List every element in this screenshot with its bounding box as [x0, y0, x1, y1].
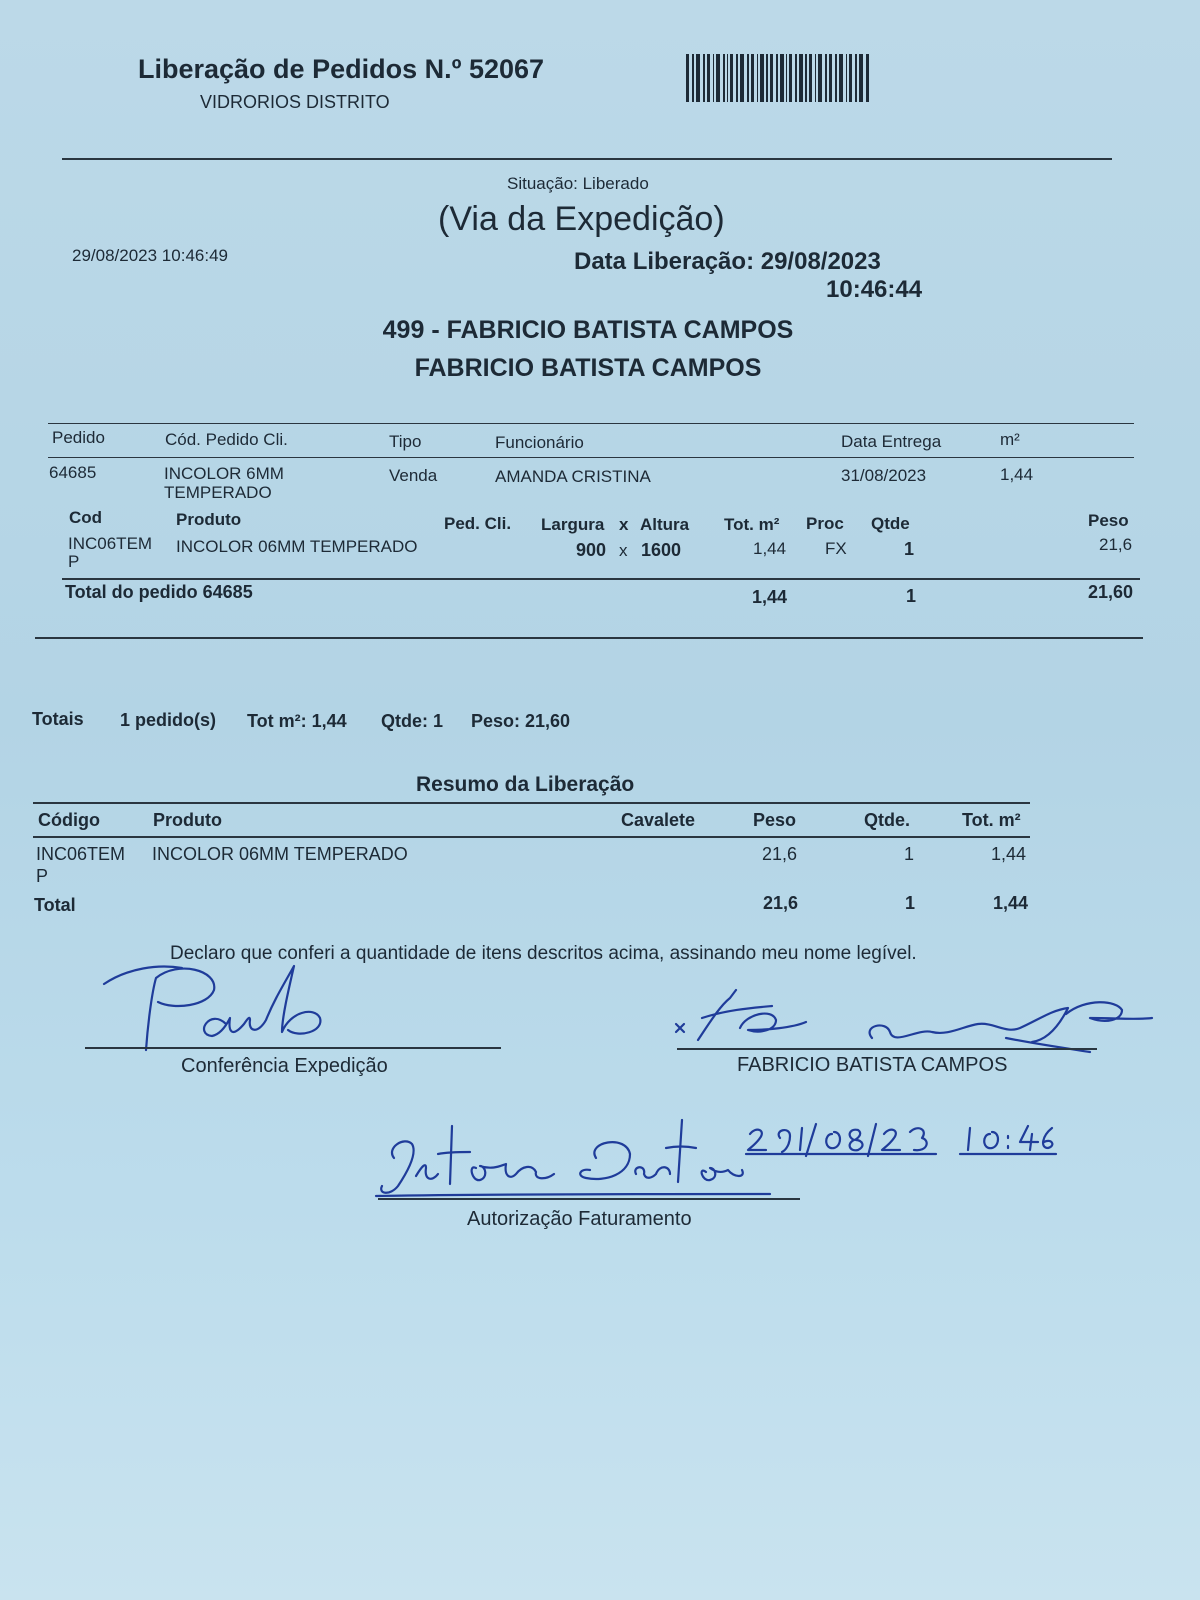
- summary-peso-header: Peso: [753, 810, 797, 830]
- item-qtde: 1: [904, 539, 915, 559]
- summary-qtde-header: Qtde.: [864, 810, 911, 830]
- order-total-m2: 1,44: [752, 587, 788, 607]
- item-altura-header: Altura: [640, 515, 690, 534]
- summary-tot-m2: 1,44: [991, 844, 1027, 864]
- cliente-signature-line: [677, 1048, 1097, 1050]
- item-ped-cli-header: Ped. Cli.: [444, 514, 512, 533]
- order-funcionario: AMANDA CRISTINA: [495, 467, 651, 486]
- order-table-header-rule: [48, 457, 1134, 458]
- item-tot-m2: 1,44: [753, 539, 787, 558]
- release-date: Data Liberação: 29/08/2023: [574, 248, 881, 275]
- summary-codigo-line1: INC06TEM: [36, 844, 126, 864]
- item-altura: 1600: [641, 540, 682, 560]
- item-qtde-header: Qtde: [871, 514, 910, 533]
- col-pedido-header: Pedido: [52, 428, 105, 447]
- item-produto: INCOLOR 06MM TEMPERADO: [176, 537, 418, 556]
- summary-qtde: 1: [904, 844, 915, 864]
- summary-codigo-header: Código: [38, 810, 100, 830]
- order-total-rule: [62, 578, 1140, 580]
- order-total-label: Total do pedido 64685: [65, 582, 253, 602]
- summary-title: Resumo da Liberação: [416, 773, 635, 796]
- item-proc: FX: [825, 539, 847, 558]
- autorizacao-signature-line: [378, 1198, 800, 1200]
- summary-total-peso: 21,6: [763, 893, 799, 913]
- document-title: Liberação de Pedidos N.º 52067: [138, 54, 545, 84]
- summary-total-tot-m2: 1,44: [993, 893, 1029, 913]
- order-tipo: Venda: [389, 466, 438, 485]
- autorizacao-signature-drawing: [376, 1118, 776, 1208]
- header-divider: [62, 158, 1112, 160]
- item-x-header: x: [619, 515, 629, 534]
- order-cod-pedido-cli-line1: INCOLOR 6MM: [164, 464, 284, 483]
- summary-total-qtde: 1: [905, 893, 916, 913]
- item-proc-header: Proc: [806, 514, 844, 533]
- release-time: 10:46:44: [826, 276, 923, 303]
- handwritten-datetime: [746, 1124, 1056, 1164]
- item-cod-header: Cod: [69, 508, 103, 527]
- item-produto-header: Produto: [176, 510, 242, 529]
- cliente-label: FABRICIO BATISTA CAMPOS: [737, 1054, 1008, 1076]
- item-tot-m2-header: Tot. m²: [724, 515, 780, 534]
- summary-header-rule: [33, 836, 1030, 838]
- item-peso-header: Peso: [1088, 511, 1129, 530]
- totals-tot-m2: Tot m²: 1,44: [247, 711, 347, 731]
- client-name: [0, 354, 1176, 383]
- item-cod-line1: INC06TEM: [68, 534, 153, 553]
- section-divider: [35, 637, 1143, 639]
- conferencia-signature-line: [85, 1047, 501, 1049]
- item-peso: 21,6: [1099, 535, 1133, 554]
- item-cod-line2: P: [68, 552, 80, 571]
- item-largura-header: Largura: [541, 515, 605, 534]
- print-datetime: 29/08/2023 10:46:49: [72, 246, 228, 265]
- order-pedido: 64685: [49, 463, 97, 482]
- summary-top-rule: [33, 802, 1030, 804]
- declaration-text: Declaro que conferi a quantidade de itens descritos acima, assinando meu nome legível.: [170, 943, 917, 964]
- conferencia-label: Conferência Expedição: [181, 1055, 388, 1077]
- copy-label: (Via da Expedição): [438, 200, 725, 238]
- client-name-text: FABRICIO BATISTA CAMPOS: [414, 354, 762, 382]
- summary-peso: 21,6: [762, 844, 798, 864]
- client-code-name: [0, 316, 1176, 345]
- barcode: [686, 54, 870, 102]
- order-table-top-rule: [48, 423, 1134, 424]
- barcode-graphic: [686, 54, 870, 102]
- summary-total-label: Total: [34, 895, 76, 915]
- client-code-name-text: 499 - FABRICIO BATISTA CAMPOS: [382, 316, 794, 344]
- handwritten-datetime-drawing: [746, 1124, 1056, 1164]
- summary-codigo-line2: P: [36, 866, 49, 886]
- company-name: VIDRORIOS DISTRITO: [200, 92, 390, 112]
- col-funcionario-header: Funcionário: [495, 433, 584, 452]
- col-m2-header: m²: [1000, 430, 1020, 449]
- order-cod-pedido-cli-line2: TEMPERADO: [164, 483, 272, 502]
- totals-label: Totais: [32, 709, 84, 729]
- col-data-entrega-header: Data Entrega: [841, 432, 942, 451]
- order-data-entrega: 31/08/2023: [841, 466, 927, 485]
- item-x: x: [619, 541, 628, 560]
- order-total-peso: 21,60: [1088, 582, 1134, 602]
- col-tipo-header: Tipo: [389, 432, 422, 451]
- totals-peso: Peso: 21,60: [471, 711, 571, 731]
- item-largura: 900: [576, 540, 607, 560]
- autorizacao-label: Autorização Faturamento: [467, 1208, 692, 1230]
- autorizacao-signature: [376, 1118, 776, 1208]
- summary-produto-header: Produto: [153, 810, 222, 830]
- status-line: Situação: Liberado: [507, 174, 649, 193]
- summary-tot-m2-header: Tot. m²: [962, 810, 1021, 830]
- order-total-qtde: 1: [906, 586, 917, 606]
- order-m2: 1,44: [1000, 465, 1034, 484]
- totals-qtde: Qtde: 1: [381, 711, 444, 731]
- totals-pedidos: 1 pedido(s): [120, 710, 217, 730]
- col-cod-pedido-cli-header: Cód. Pedido Cli.: [165, 430, 288, 449]
- summary-cavalete-header: Cavalete: [621, 810, 696, 830]
- summary-produto: INCOLOR 06MM TEMPERADO: [152, 844, 408, 864]
